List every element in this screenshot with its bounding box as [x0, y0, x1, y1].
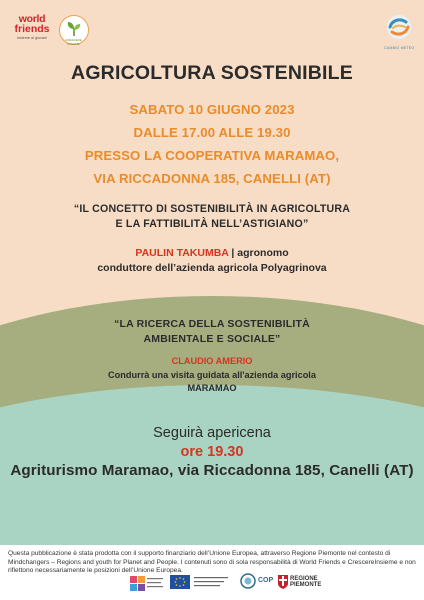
weather-swirl-icon	[386, 14, 412, 40]
apericena-label: Seguirà apericena	[153, 425, 271, 441]
cop-label: COP	[258, 577, 274, 584]
logo-text: CRESCERE INSIEME	[65, 38, 82, 46]
separator: |	[228, 247, 238, 259]
event-address: VIA RICCADONNA 185, CANELLI (AT)	[93, 171, 331, 186]
footer-disclaimer: Questa pubblicazione è stata prodotta con il supporto finanziario dell’Unione Europea, attraverso Regione Piemonte nel contesto di Mindchangers – Regions and youth for Planet and People. I contenuti sono di sola responsabilità di World Friends e CrescereInsieme e non riflettono necessariamente le posizioni dell’Unione Europea.	[8, 550, 416, 575]
footer-logos	[0, 572, 424, 596]
talk1-speaker-desc: conduttore dell’azienda agricola Polyagrinova	[97, 262, 327, 274]
talk2-desc-line1: Condurrà una visita guidata all'azienda agricola	[108, 370, 316, 380]
talk2-speaker-name: CLAUDIO AMERIO	[171, 356, 253, 366]
page-title: AGRICOLTURA SOSTENIBILE	[71, 62, 353, 84]
mindchangers-logo	[130, 575, 164, 593]
eu-flag	[170, 575, 190, 589]
logo-text: friends	[14, 23, 50, 35]
cambio-meteo-logo	[384, 14, 414, 58]
talk1-speaker	[0, 246, 424, 261]
logo-subtext: insieme ai giovani	[16, 36, 48, 40]
regione-line1: REGIONE	[290, 576, 318, 582]
speaker-name: PAULIN TAKUMBA	[135, 247, 229, 259]
eu-cofunded-text	[194, 575, 232, 594]
speaker-role: agronomo	[237, 247, 289, 259]
apericena-time: ore 19.30	[180, 444, 244, 460]
world-friends-logo	[10, 14, 54, 54]
sprout-icon	[65, 20, 83, 37]
apericena-place: Agriturismo Maramao, via Riccadonna 185, Canelli (AT)	[10, 462, 414, 479]
talk2-title-line1: “LA RICERCA DELLA SOSTENIBILITÀ	[114, 318, 310, 330]
cop-circle-icon	[240, 573, 256, 589]
crescere-insieme-logo	[59, 15, 89, 45]
cop-logo	[240, 573, 256, 594]
talk1-title-line1: “IL CONCETTO DI SOSTENIBILITÀ IN AGRICOLTURA	[73, 203, 351, 215]
regione-shield-icon	[278, 575, 288, 589]
logo-text: world	[18, 13, 46, 25]
event-place: PRESSO LA COOPERATIVA MARAMAO,	[84, 148, 340, 163]
talk1-title-line2: E LA FATTIBILITÀ NELL’ASTIGIANO”	[115, 218, 309, 230]
event-date: SABATO 10 GIUGNO 2023	[129, 102, 295, 117]
talk2-desc-line2: MARAMAO	[187, 383, 237, 393]
talk2-title-line2: AMBIENTALE E SOCIALE”	[143, 333, 281, 345]
logo-text: CAMBIO METEO	[384, 46, 415, 50]
regione-line2: PIEMONTE	[290, 582, 322, 588]
regione-piemonte-label	[290, 576, 321, 588]
event-time: DALLE 17.00 ALLE 19.30	[133, 125, 291, 140]
eu-stars-icon	[170, 575, 190, 589]
